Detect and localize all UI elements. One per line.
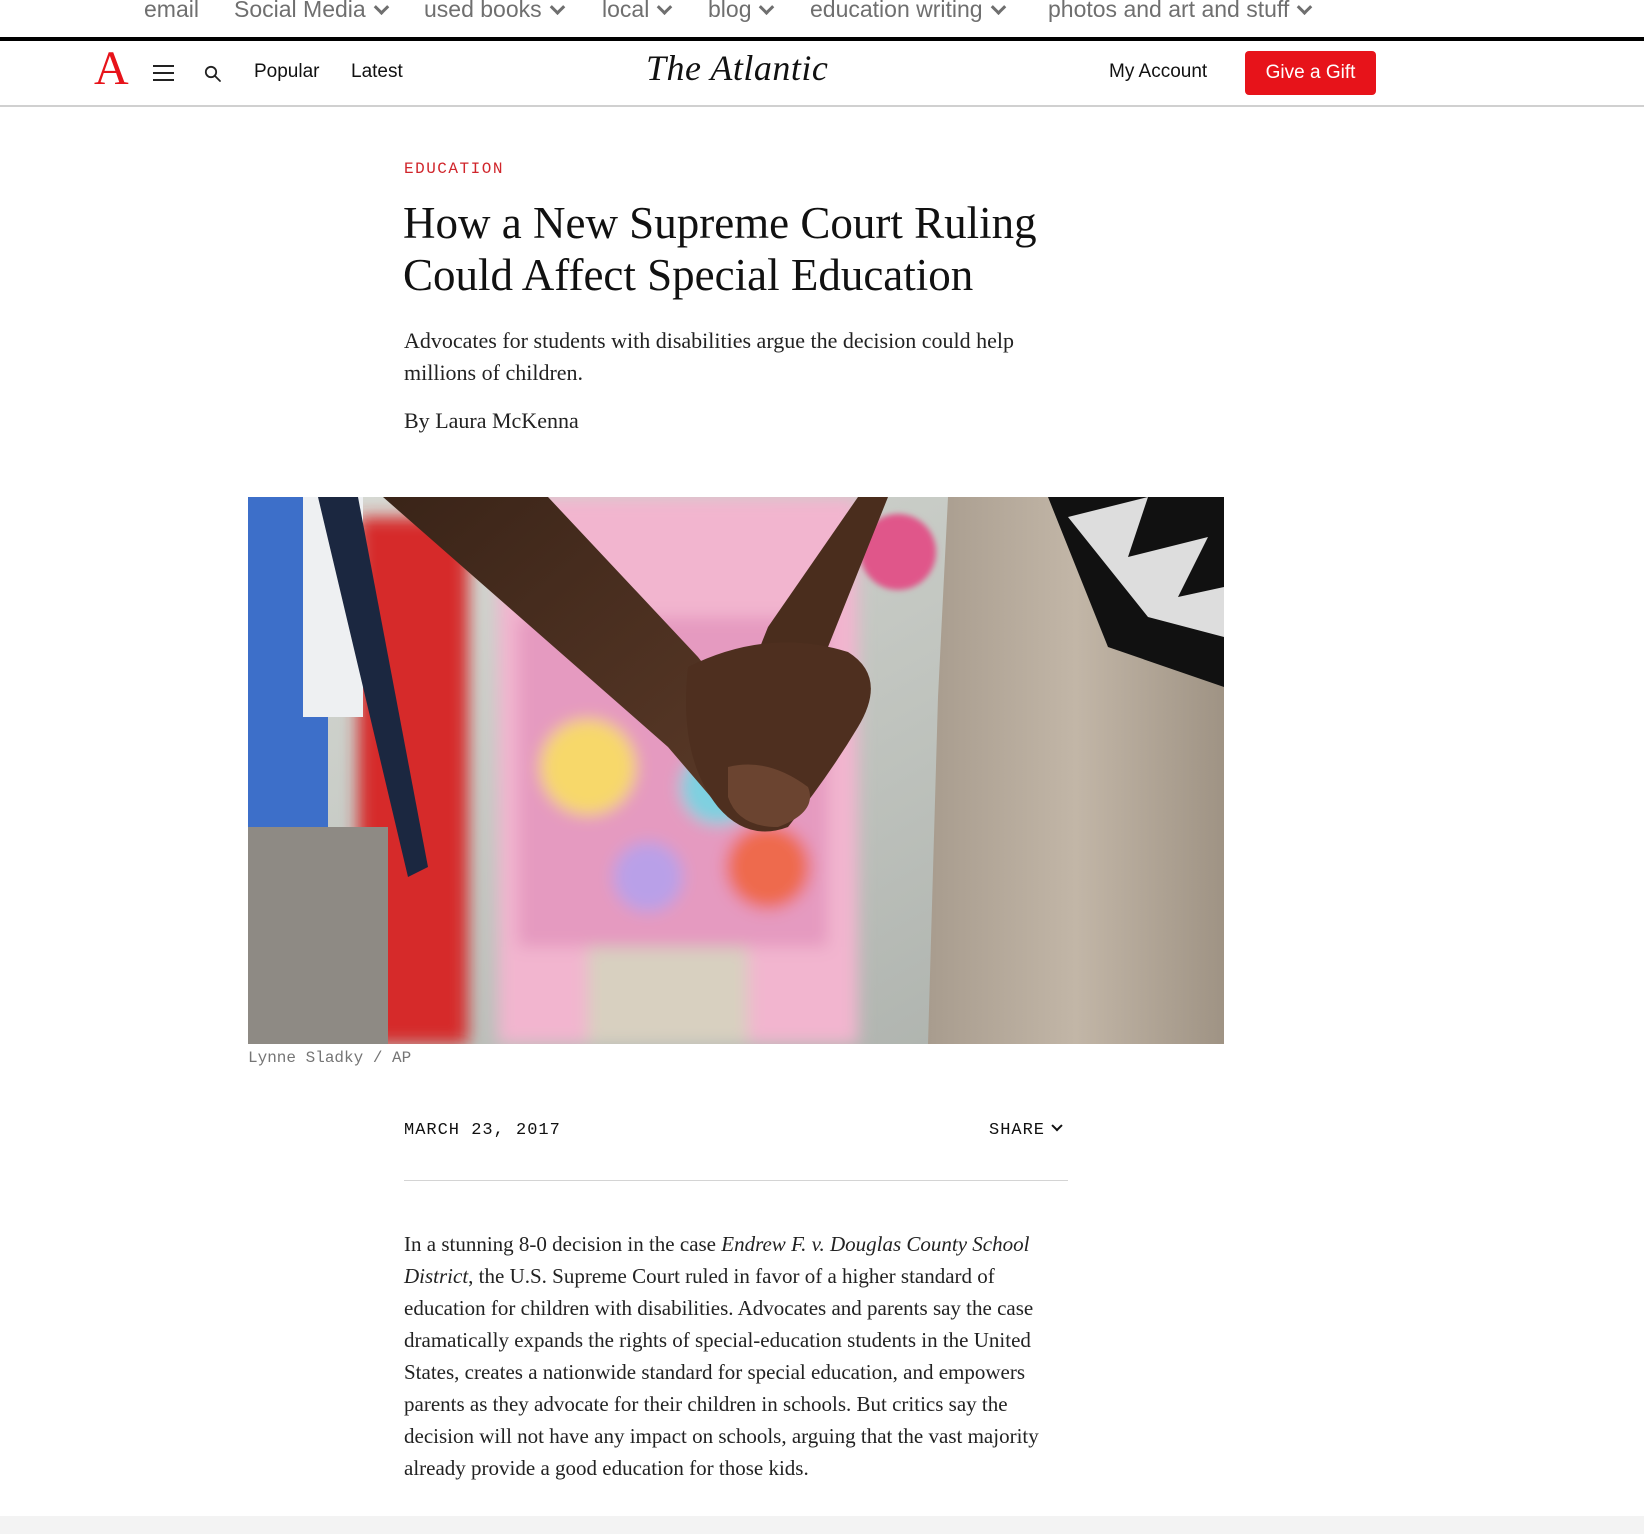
bookmark-label: email: [144, 0, 199, 22]
my-account-link[interactable]: My Account: [1109, 61, 1208, 82]
bookmark-label: photos and art and stuff: [1048, 0, 1290, 22]
bookmark-label: local: [602, 0, 650, 22]
bookmark-label: Social Media: [234, 0, 366, 22]
chevron-down-icon: [549, 0, 565, 15]
chevron-down-icon: [1051, 1120, 1062, 1131]
masthead-logo[interactable]: The Atlantic: [646, 48, 829, 88]
atlantic-logo-a[interactable]: A: [94, 42, 129, 95]
chevron-down-icon: [990, 0, 1006, 15]
give-a-gift-button[interactable]: Give a Gift: [1245, 51, 1376, 95]
chevron-down-icon: [657, 0, 673, 15]
nav-latest[interactable]: Latest: [351, 61, 403, 82]
publish-date: MARCH 23, 2017: [404, 1121, 561, 1140]
byline: [404, 408, 579, 434]
bookmark-email[interactable]: [144, 0, 199, 23]
search-icon[interactable]: [204, 65, 222, 83]
case-name-italic: Endrew F. v. Douglas County School District: [404, 1232, 1030, 1288]
article-dek: Advocates for students with disabilities argue the decision could help millions of children.: [404, 328, 1014, 385]
nav-popular[interactable]: Popular: [254, 61, 320, 82]
share-dropdown[interactable]: [989, 1121, 1061, 1140]
bookmark-folder-blog[interactable]: [708, 0, 772, 23]
bookmark-folder-photos-art[interactable]: [1048, 0, 1310, 23]
chevron-down-icon: [1297, 0, 1313, 15]
bookmark-label: blog: [708, 0, 752, 22]
bookmark-folder-used-books[interactable]: [424, 0, 563, 23]
hero-image: [248, 497, 1224, 1044]
bookmark-folder-education-writing[interactable]: [810, 0, 1004, 23]
bookmark-label: education writing: [810, 0, 983, 22]
author-link[interactable]: Laura McKenna: [435, 408, 579, 433]
article-headline: How a New Supreme Court Ruling Could Affect Special Education: [403, 198, 1037, 300]
share-label: SHARE: [989, 1121, 1046, 1140]
page-footer-band: [0, 1516, 1644, 1534]
article-body-paragraph: [404, 1228, 1064, 1484]
bookmarks-bar: [0, 0, 1644, 38]
children-holding-hands-photo: [248, 497, 1224, 1044]
hamburger-menu-icon[interactable]: [153, 65, 174, 81]
section-label[interactable]: EDUCATION: [404, 160, 504, 178]
chevron-down-icon: [759, 0, 775, 15]
bookmark-label: used books: [424, 0, 542, 22]
bookmark-folder-local[interactable]: [602, 0, 670, 23]
byline-prefix: By: [404, 408, 436, 433]
body-text-segment: , the U.S. Supreme Court ruled in favor of a higher standard of education for children with disabilities. Advocates and parents say the case dramatically expands the rights of special-education students in the United States, creates a nationwide standard for special education, and empowers parents as they advocate for their children in schools. But critics say the decision will not have any impact on schools, arguing that the vast majority already provide a good education for those kids.: [404, 1264, 1039, 1480]
image-credit: Lynne Sladky / AP: [248, 1049, 412, 1067]
body-text-segment: In a stunning 8-0 decision in the case: [404, 1232, 722, 1256]
divider: [404, 1180, 1068, 1181]
bookmark-folder-social-media[interactable]: [234, 0, 387, 23]
chevron-down-icon: [373, 0, 389, 15]
site-header: [0, 41, 1644, 107]
